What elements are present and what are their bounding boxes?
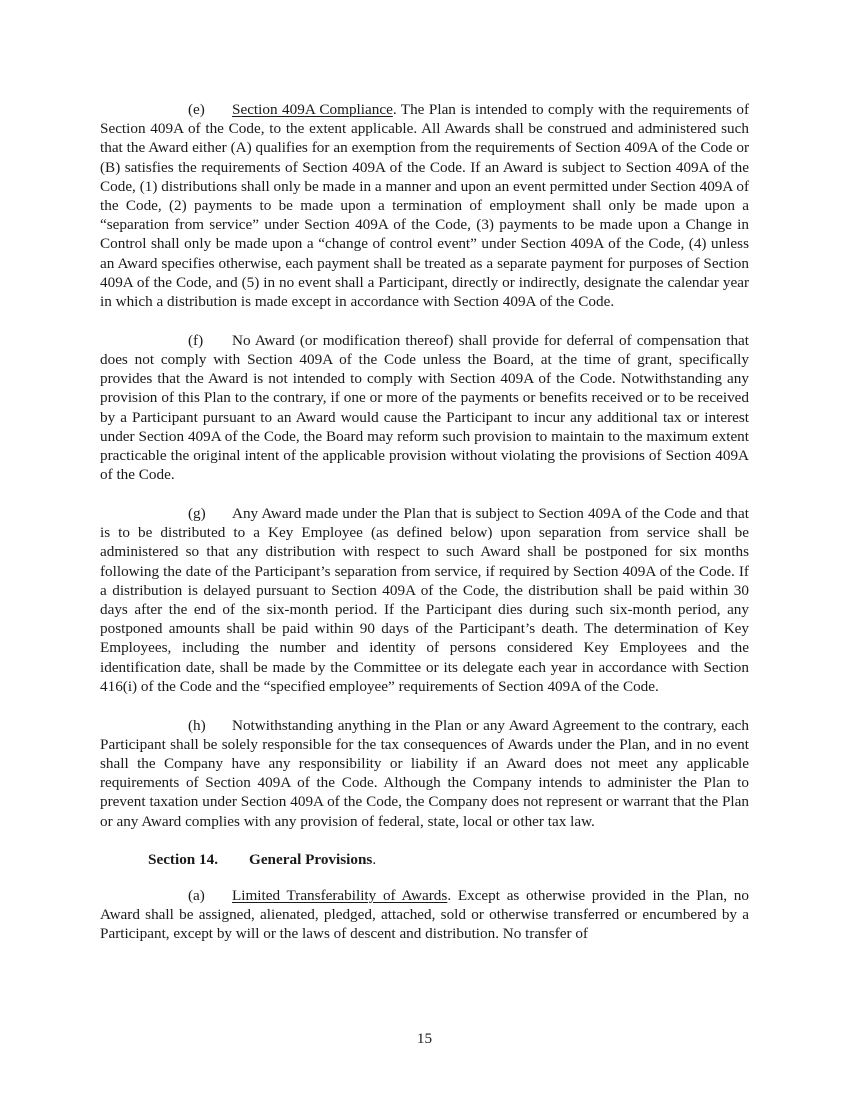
paragraph-e <box>100 100 749 311</box>
section-title: General Provisions <box>249 851 373 869</box>
document-page <box>100 100 749 963</box>
section-heading <box>148 850 749 869</box>
paragraph-body: No Award (or modification thereof) shall provide for deferral of compensation that does not comply with Section 409A of the Code unless the Board, at the time of grant, specifically provides that the Award is not intended to comply with Section 409A of the Code. Notwithstanding any provision of this Plan to the contrary, if one or more of the payments or benefits received or to be received by a Participant pursuant to an Award would cause the Participant to incur any additional tax or interest under Section 409A of the Code, the Board may reform such provision to maintain to the maximum extent practicable the original intent of the applicable provision without violating the provisions of Section 409A of the Code. <box>100 331 749 484</box>
paragraph-number: (h) <box>188 716 206 734</box>
paragraph-body: . Except as otherwise provided in the Plan, no Award shall be assigned, alienated, pledged, attached, sold or otherwise transferred or encumbered by a Participant, except by will or the laws of descent and distribution. No transfer of <box>100 886 749 943</box>
paragraph-heading: Section 409A Compliance <box>232 101 393 118</box>
paragraph-body: Notwithstanding anything in the Plan or any Award Agreement to the contrary, each Participant shall be solely responsible for the tax consequences of Awards under the Plan, and in no event shall the Company have any responsibility or liability if an Award does not meet any applicable requirements of Section 409A of the Code. Although the Company intends to administer the Plan to prevent taxation under Section 409A of the Code, the Company does not represent or warrant that the Plan or any Award complies with any provision of federal, state, local or other tax law. <box>100 716 749 830</box>
paragraph-heading: Limited Transferability of Awards <box>232 886 448 904</box>
paragraph-body: . The Plan is intended to comply with the requirements of Section 409A of the Code, to the extent applicable. All Awards shall be construed and administered such that the Award either (A) qualifies for an exemption from the requirements of Section 409A of the Code or (B) satisfies the requirements of Section 409A of the Code. If an Award is subject to Section 409A of the Code, (1) distributions shall only be made in a manner and upon an event permitted under Section 409A of the Code, (2) payments to be made upon a termination of employment shall only be made upon a “separation from service” under Section 409A of the Code, (3) payments to be made upon a Change in Control shall only be made upon a “change of control event” under Section 409A of the Code, (4) unless an Award specifies otherwise, each payment shall be treated as a separate payment for purposes of Section 409A of the Code, and (5) in no event shall a Participant, directly or indirectly, designate the calendar year in which a distribution is made except in accordance with Section 409A of the Code. <box>100 101 749 311</box>
paragraph-number: (a) <box>188 886 205 904</box>
section-number: Section 14. <box>148 851 219 869</box>
paragraph-g <box>100 504 749 696</box>
paragraph-14a <box>100 886 749 944</box>
paragraph-number: (f) <box>188 331 204 349</box>
section-title-period: . <box>372 851 377 869</box>
paragraph-number: (g) <box>188 505 206 523</box>
page-number: 15 <box>416 1030 433 1047</box>
paragraph-number: (e) <box>188 101 205 118</box>
paragraph-h <box>100 716 749 831</box>
paragraph-body: Any Award made under the Plan that is subject to Section 409A of the Code and that is to be distributed to a Key Employee (as defined below) upon separation from service shall be administered so that any distribution with respect to such Award shall be postponed for six months following the date of the Participant’s separation from service, if required by Section 409A of the Code. If a distribution is delayed pursuant to Section 409A of the Code, the distribution shall be paid within 30 days after the end of the six-month period. If the Participant dies during such six-month period, any postponed amounts shall be paid within 90 days of the Participant’s death. The determination of Key Employees, including the number and identity of persons considered Key Employees and the identification date, shall be made by the Committee or its delegate each year in accordance with Section 416(i) of the Code and the “specified employee” requirements of Section 409A of the Code. <box>100 505 749 695</box>
paragraph-f <box>100 331 749 485</box>
